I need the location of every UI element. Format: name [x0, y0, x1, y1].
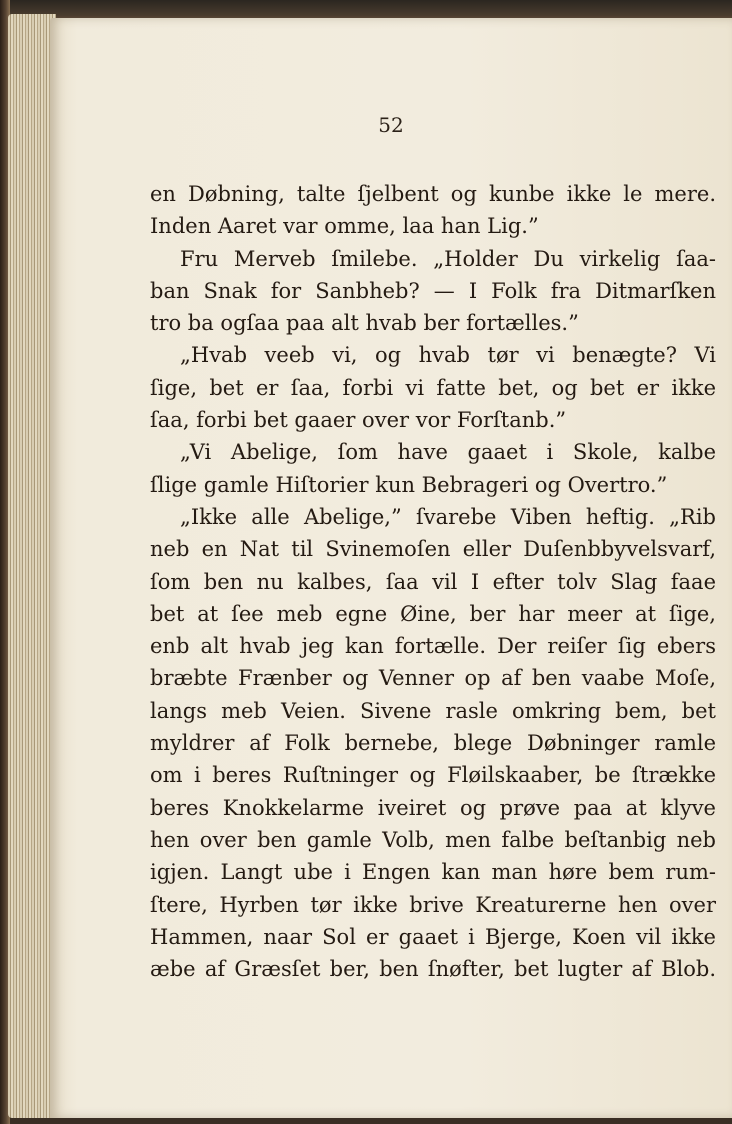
- text-line: Inden Aaret var omme, laa han Lig.”: [150, 214, 539, 239]
- body-text: [150, 178, 716, 985]
- text-line: æbe af Græsſet ber, ben ſnøfter, bet lugter af Blob.: [150, 957, 716, 982]
- text-line: neb en Nat til Svinemoſen eller Duſenbbyvelsvarf,: [150, 537, 716, 562]
- text-line: ſom ben nu kalbes, ſaa vil I efter tolv Slag faae: [150, 569, 716, 594]
- text-line: Hammen, naar Sol er gaaet i Bjerge, Koen vil ikke: [150, 924, 716, 949]
- text-line: ſige, bet er ſaa, forbi vi fatte bet, og bet er ikke: [150, 375, 716, 400]
- text-line: myldrer af Folk bernebe, blege Døbninger ramle: [150, 731, 716, 756]
- text-line: ſlige gamle Hiſtorier kun Bebrageri og Overtro.”: [150, 472, 668, 497]
- text-line: Fru Merveb ſmilebe. „Holder Du virkelig ſaa‑: [180, 246, 716, 271]
- page-number: 52: [378, 113, 404, 137]
- text-line: hen over ben gamle Volb, men falbe beſtanbig neb: [150, 827, 716, 852]
- text-line: en Døbning, talte ſjelbent og kunbe ikke le mere.: [150, 182, 716, 206]
- text-line: enb alt hvab jeg kan fortælle. Der reiſer ſig ebers: [150, 634, 716, 659]
- book-page: [50, 18, 732, 1118]
- text-line: „Vi Abelige, ſom have gaaet i Skole, kalbe: [180, 440, 716, 465]
- text-line: igjen. Langt ube i Engen kan man høre bem rum‑: [150, 860, 716, 885]
- text-line: tro ba ogſaa paa alt hvab ber fortælles.”: [150, 311, 579, 336]
- text-line: ſaa, forbi bet gaaer over vor Forſtanb.”: [150, 408, 567, 433]
- text-line: bræbte Frænber og Venner op af ben vaabe Moſe,: [150, 666, 716, 691]
- text-line: om i beres Ruſtninger og Fløilskaaber, be ſtrække: [150, 763, 716, 788]
- text-line: langs meb Veien. Sivene rasle omkring bem, bet: [150, 698, 716, 723]
- text-line: „Ikke alle Abelige,” ſvarebe Viben heftig. „Rib: [180, 504, 716, 529]
- text-line: beres Knokkelarme iveiret og prøve paa at klyve: [150, 795, 716, 820]
- text-line: ban Snak for Sanbheb? — I Folk fra Ditmarſken: [150, 278, 716, 303]
- text-line: „Hvab veeb vi, og hvab tør vi benægte? Vi: [180, 343, 716, 368]
- text-line: ſtere, Hyrben tør ikke brive Kreaturerne hen over: [150, 892, 716, 917]
- text-line: bet at ſee meb egne Øine, ber har meer at ſige,: [150, 601, 716, 626]
- page-edges: [8, 14, 56, 1118]
